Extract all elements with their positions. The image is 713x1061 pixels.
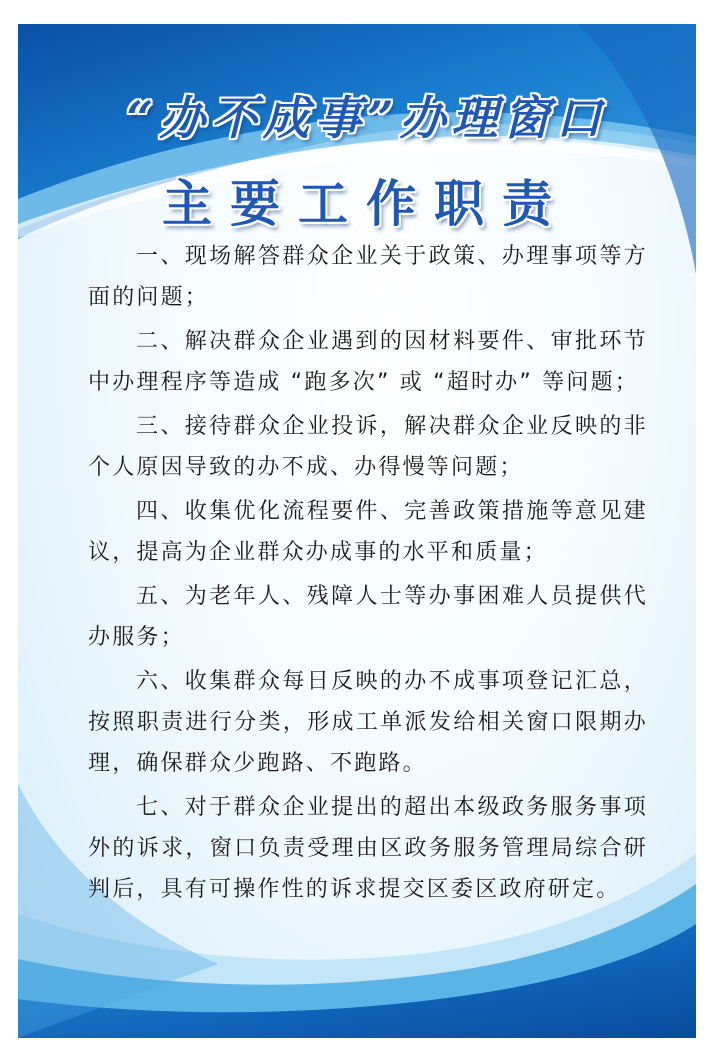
duty-item-4: 四、收集优化流程要件、完善政策措施等意见建议，提高为企业群众办成事的水平和质量； xyxy=(88,499,648,565)
duty-item-7: 七、对于群众企业提出的超出本级政务服务事项外的诉求，窗口负责受理由区政务服务管理局综合研判后，具有可操作性的诉求提交区委区政府研定。 xyxy=(88,795,648,902)
duty-item-5: 五、为老年人、残障人士等办事困难人员提供代办服务； xyxy=(88,584,648,650)
duty-item-3: 三、接待群众企业投诉，解决群众企业反映的非个人原因导致的办不成、办得慢等问题； xyxy=(88,414,648,480)
duty-list xyxy=(88,236,648,913)
duty-item-2: 二、解决群众企业遇到的因材料要件、审批环节中办理程序等造成 “跑多次” 或 “超时办” 等问题； xyxy=(88,329,648,395)
duty-item-6: 六、收集群众每日反映的办不成事项登记汇总，按照职责进行分类，形成工单派发给相关窗口限期办理，确保群众少跑路、不跑路。 xyxy=(88,669,648,776)
duty-item-1: 一、现场解答群众企业关于政策、办理事项等方面的问题； xyxy=(88,244,648,310)
poster-title: “办不成事”办理窗口 xyxy=(126,91,608,145)
poster-subtitle: 主要工作职责 xyxy=(162,174,570,233)
poster-board xyxy=(18,24,696,1038)
